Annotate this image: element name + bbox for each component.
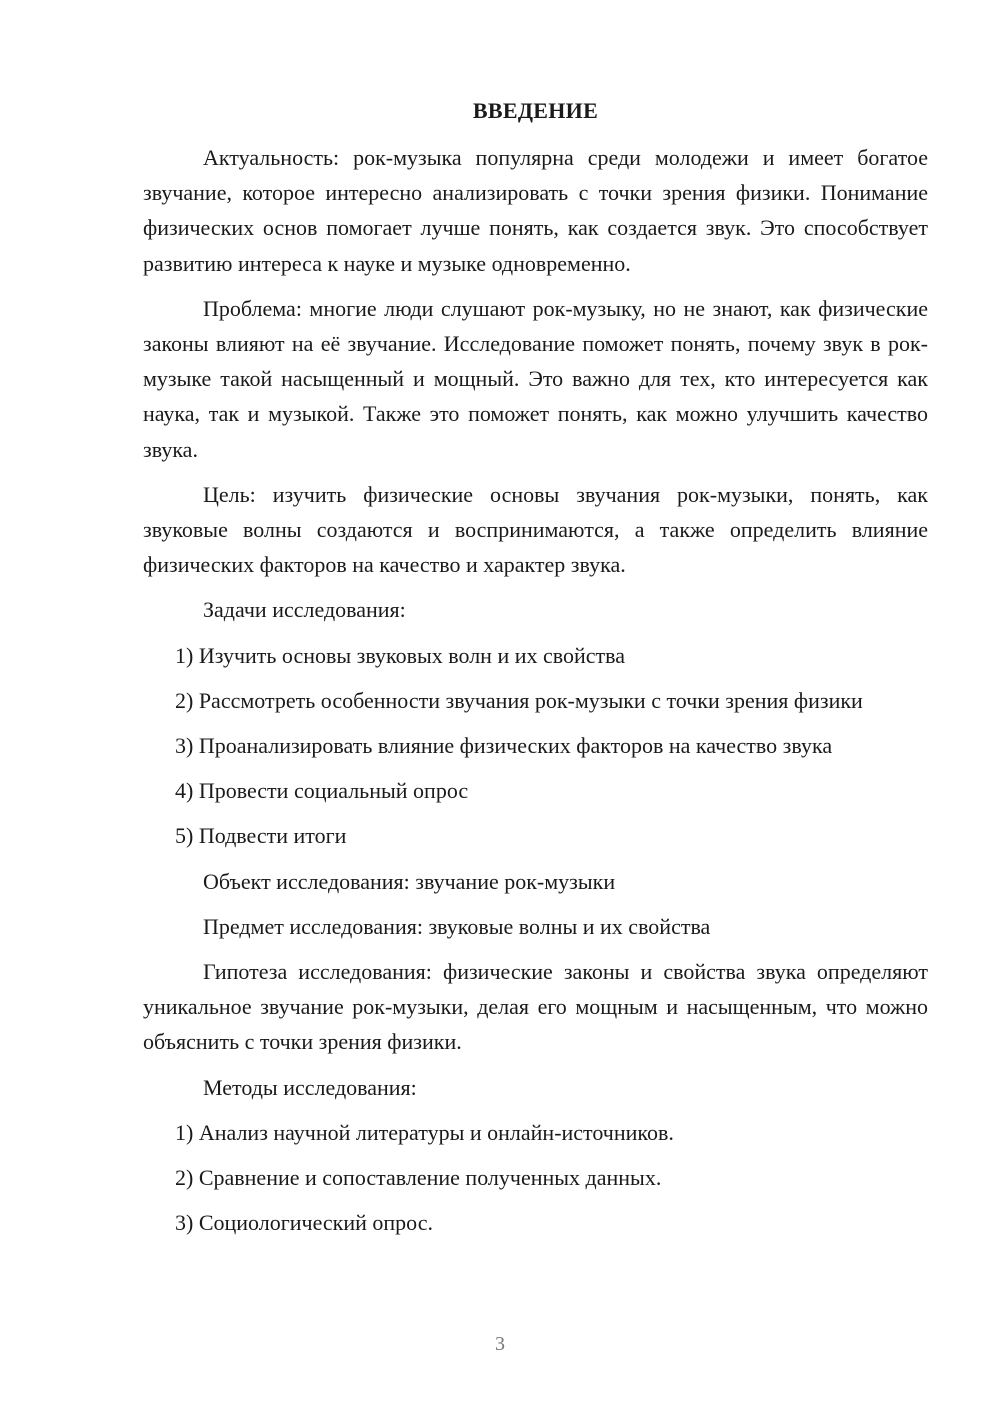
subject-paragraph: Предмет исследования: звуковые волны и их свойства	[203, 913, 711, 939]
relevance-paragraph: Актуальность: рок-музыка популярна среди молодежи и имеет богатое звучание, которое интересно анализировать с точки зрения физики. Понимание физических основ помогает лучше понять, как создается звук. Это способствует развитию интереса к науке и музыке одновременно.	[143, 145, 928, 276]
object-paragraph: Объект исследования: звучание рок-музыки	[203, 868, 616, 894]
method-item: 2) Сравнение и сопоставление полученных данных.	[175, 1165, 662, 1191]
task-item: 2) Рассмотреть особенности звучания рок-музыки с точки зрения физики	[175, 687, 863, 713]
page-number: 3	[495, 1333, 505, 1355]
tasks-heading: Задачи исследования:	[203, 597, 406, 623]
goal-paragraph: Цель: изучить физические основы звучания рок-музыки, понять, как звуковые волны создаются и воспринимаются, а также определить влияние физических факторов на качество и характер звука.	[143, 481, 928, 578]
document-page	[143, 97, 928, 1250]
task-item: 5) Подвести итоги	[175, 823, 347, 849]
page-title: ВВЕДЕНИЕ	[472, 98, 599, 123]
hypothesis-paragraph: Гипотеза исследования: физические законы и свойства звука определяют уникальное звучание рок-музыки, делая его мощным и насыщенным, что можно объяснить с точки зрения физики.	[143, 959, 928, 1055]
task-item: 4) Провести социальный опрос	[175, 778, 469, 804]
task-item: 1) Изучить основы звуковых волн и их свойства	[175, 642, 626, 668]
method-item: 1) Анализ научной литературы и онлайн-источников.	[175, 1119, 674, 1145]
task-item: 3) Проанализировать влияние физических факторов на качество звука	[175, 733, 833, 759]
problem-paragraph: Проблема: многие люди слушают рок-музыку, но не знают, как физические законы влияют на её звучание. Исследование поможет понять, почему звук в рок-музыке такой насыщенный и мощный. Это важно для тех, кто интересуется как наука, так и музыкой. Также это поможет понять, как можно улучшить качество звука.	[143, 295, 928, 462]
methods-heading: Методы исследования:	[203, 1074, 417, 1100]
method-item: 3) Социологический опрос.	[175, 1210, 433, 1236]
